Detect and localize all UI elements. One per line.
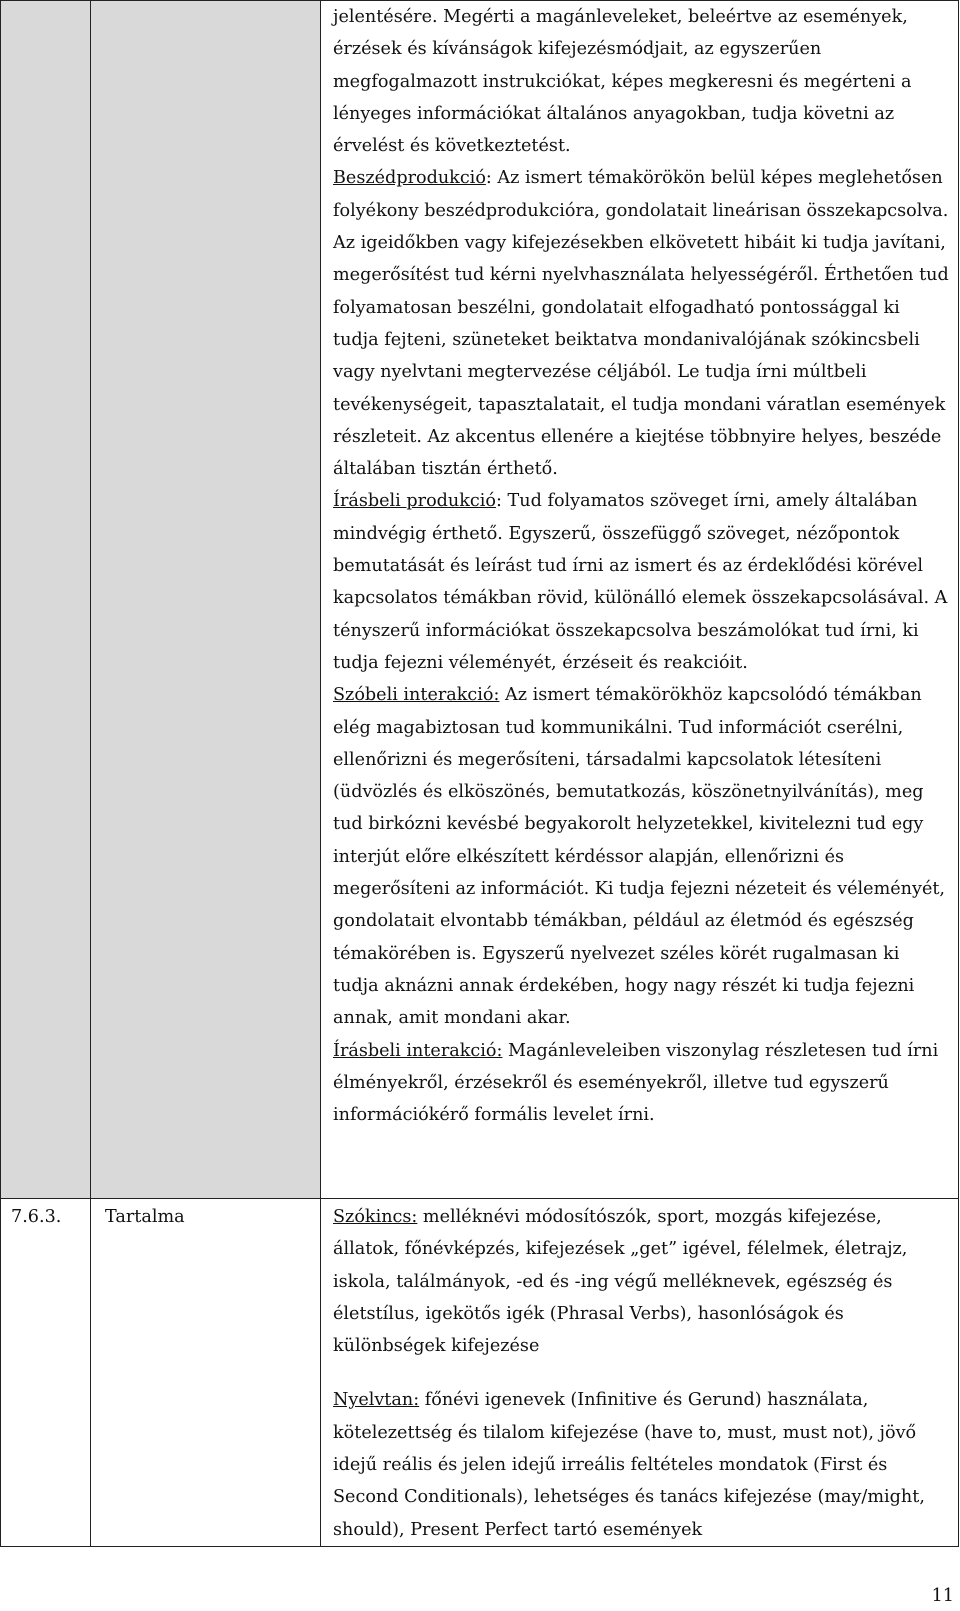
speech-production-label: Beszédprodukció [333,168,486,189]
written-production-label: Írásbeli produkció [333,491,496,512]
written-production-text: : Tud folyamatos szöveget írni, amely általában mindvégig érthető. Egyszerű, összefüggő szöveget, nézőpontok bemutatását és leírást tud írni az ismert és az érdeklődési körével kapcsolatos témákban rövid, különálló elemek összekapcsolásával. A tényszerű információkat összekapcsolva beszámolókat tud írni, ki tudja fejezni véleményét, érzéseit és reakcióit. [333,491,948,673]
written-production-paragraph [333,485,950,679]
speech-production-text: : Az ismert témakörökön belül képes meglehetősen folyékony beszédprodukcióra, gondolatait lineárisan összekapcsolva. Az igeidőkben vagy kifejezésekben elkövetett hibáit ki tudja javítani, megerősítést tud kérni nyelvhasználata helyességéről. Érthetően tud folyamatosan beszélni, gondolatait elfogadható pontossággal ki tudja fejteni, szüneteket beiktatva mondanivalójának szókincsbeli vagy nyelvtani megtervezése céljából. Le tudja írni múltbeli tevékenységeit, tapasztalatait, el tudja mondani váratlan események részleteit. Az akcentus ellenére a kiejtése többnyire helyes, beszéde általában tisztán érthető. [333,168,949,480]
written-interaction-label: Írásbeli interakció: [333,1040,503,1061]
vocabulary-paragraph [333,1201,950,1362]
grammar-text: főnévi igenevek (Infinitive és Gerund) használata, kötelezettség és tilalom kifejezése (have to, must, must not), jövő idejű reális és jelen idejű irreális feltételes mondatok (First és Second Conditionals), lehetséges és tanács kifejezése (may/might, should), Present Perfect tartó események [333,1390,925,1540]
paragraph-gap [333,1362,950,1384]
table-row [1,1,959,1199]
vocabulary-label: Szókincs: [333,1207,418,1227]
intro-paragraph: jelentésére. Megérti a magánleveleket, beleértve az események, érzések és kívánságok kifejezésmódjait, az egyszerűen megfogalmazott instrukciókat, képes megkeresni és megérteni a lényeges információkat általános anyagokban, tudja követni az érvelést és következtetést. [333,7,912,157]
page-number: 11 [931,1586,954,1606]
content-cell [321,1199,959,1547]
vocabulary-text: melléknévi módosítószók, sport, mozgás kifejezése, állatok, főnévképzés, kifejezések „get” igével, félelmek, életrajz, iskola, találmányok, -ed és -ing végű melléknevek, egészség és életstílus, igekötős igék (Phrasal Verbs), hasonlóságok és különbségek kifejezése [333,1207,908,1357]
section-label: Tartalma [105,1207,185,1227]
grammar-label: Nyelvtan: [333,1390,420,1411]
section-number: 7.6.3. [11,1207,62,1227]
number-cell [1,1,91,1199]
label-cell [91,1199,321,1547]
speech-production-paragraph [333,162,950,485]
oral-interaction-label: Szóbeli interakció: [333,685,500,706]
table-row [1,1199,959,1547]
number-cell [1,1199,91,1547]
content-cell [321,1,959,1199]
grammar-paragraph [333,1384,950,1545]
written-interaction-paragraph [333,1035,950,1132]
content-text [321,1199,958,1546]
written-interaction-text: Magánleveleiben viszonylag részletesen tud írni élményekről, érzésekről és eseményekről, illetve tud egyszerű információkérő formális levelet írni. [333,1040,939,1126]
oral-interaction-text: Az ismert témakörökhöz kapcsolódó témákban elég magabiztosan tud kommunikálni. Tud információt cserélni, ellenőrizni és megerősíteni, társadalmi kapcsolatok létesíteni (üdvözlés és elköszönés, bemutatkozás, köszönetnyilvánítás), meg tud birkózni kevésbé begyakorolt helyzetekkel, kivitelezni tud egy interjút előre elkészített kérdéssor alapján, ellenőrizni és megerősíteni az információt. Ki tudja fejezni nézeteit és véleményét, gondolatait elvontabb témákban, például az életmód és egészség témakörében is. Egyszerű nyelvezet széles körét rugalmasan ki tudja aknázni annak érdekében, hogy nagy részét ki tudja fejezni annak, amit mondani akar. [333,685,946,1029]
label-cell [91,1,321,1199]
requirements-text [321,1,958,1131]
oral-interaction-paragraph [333,679,950,1034]
